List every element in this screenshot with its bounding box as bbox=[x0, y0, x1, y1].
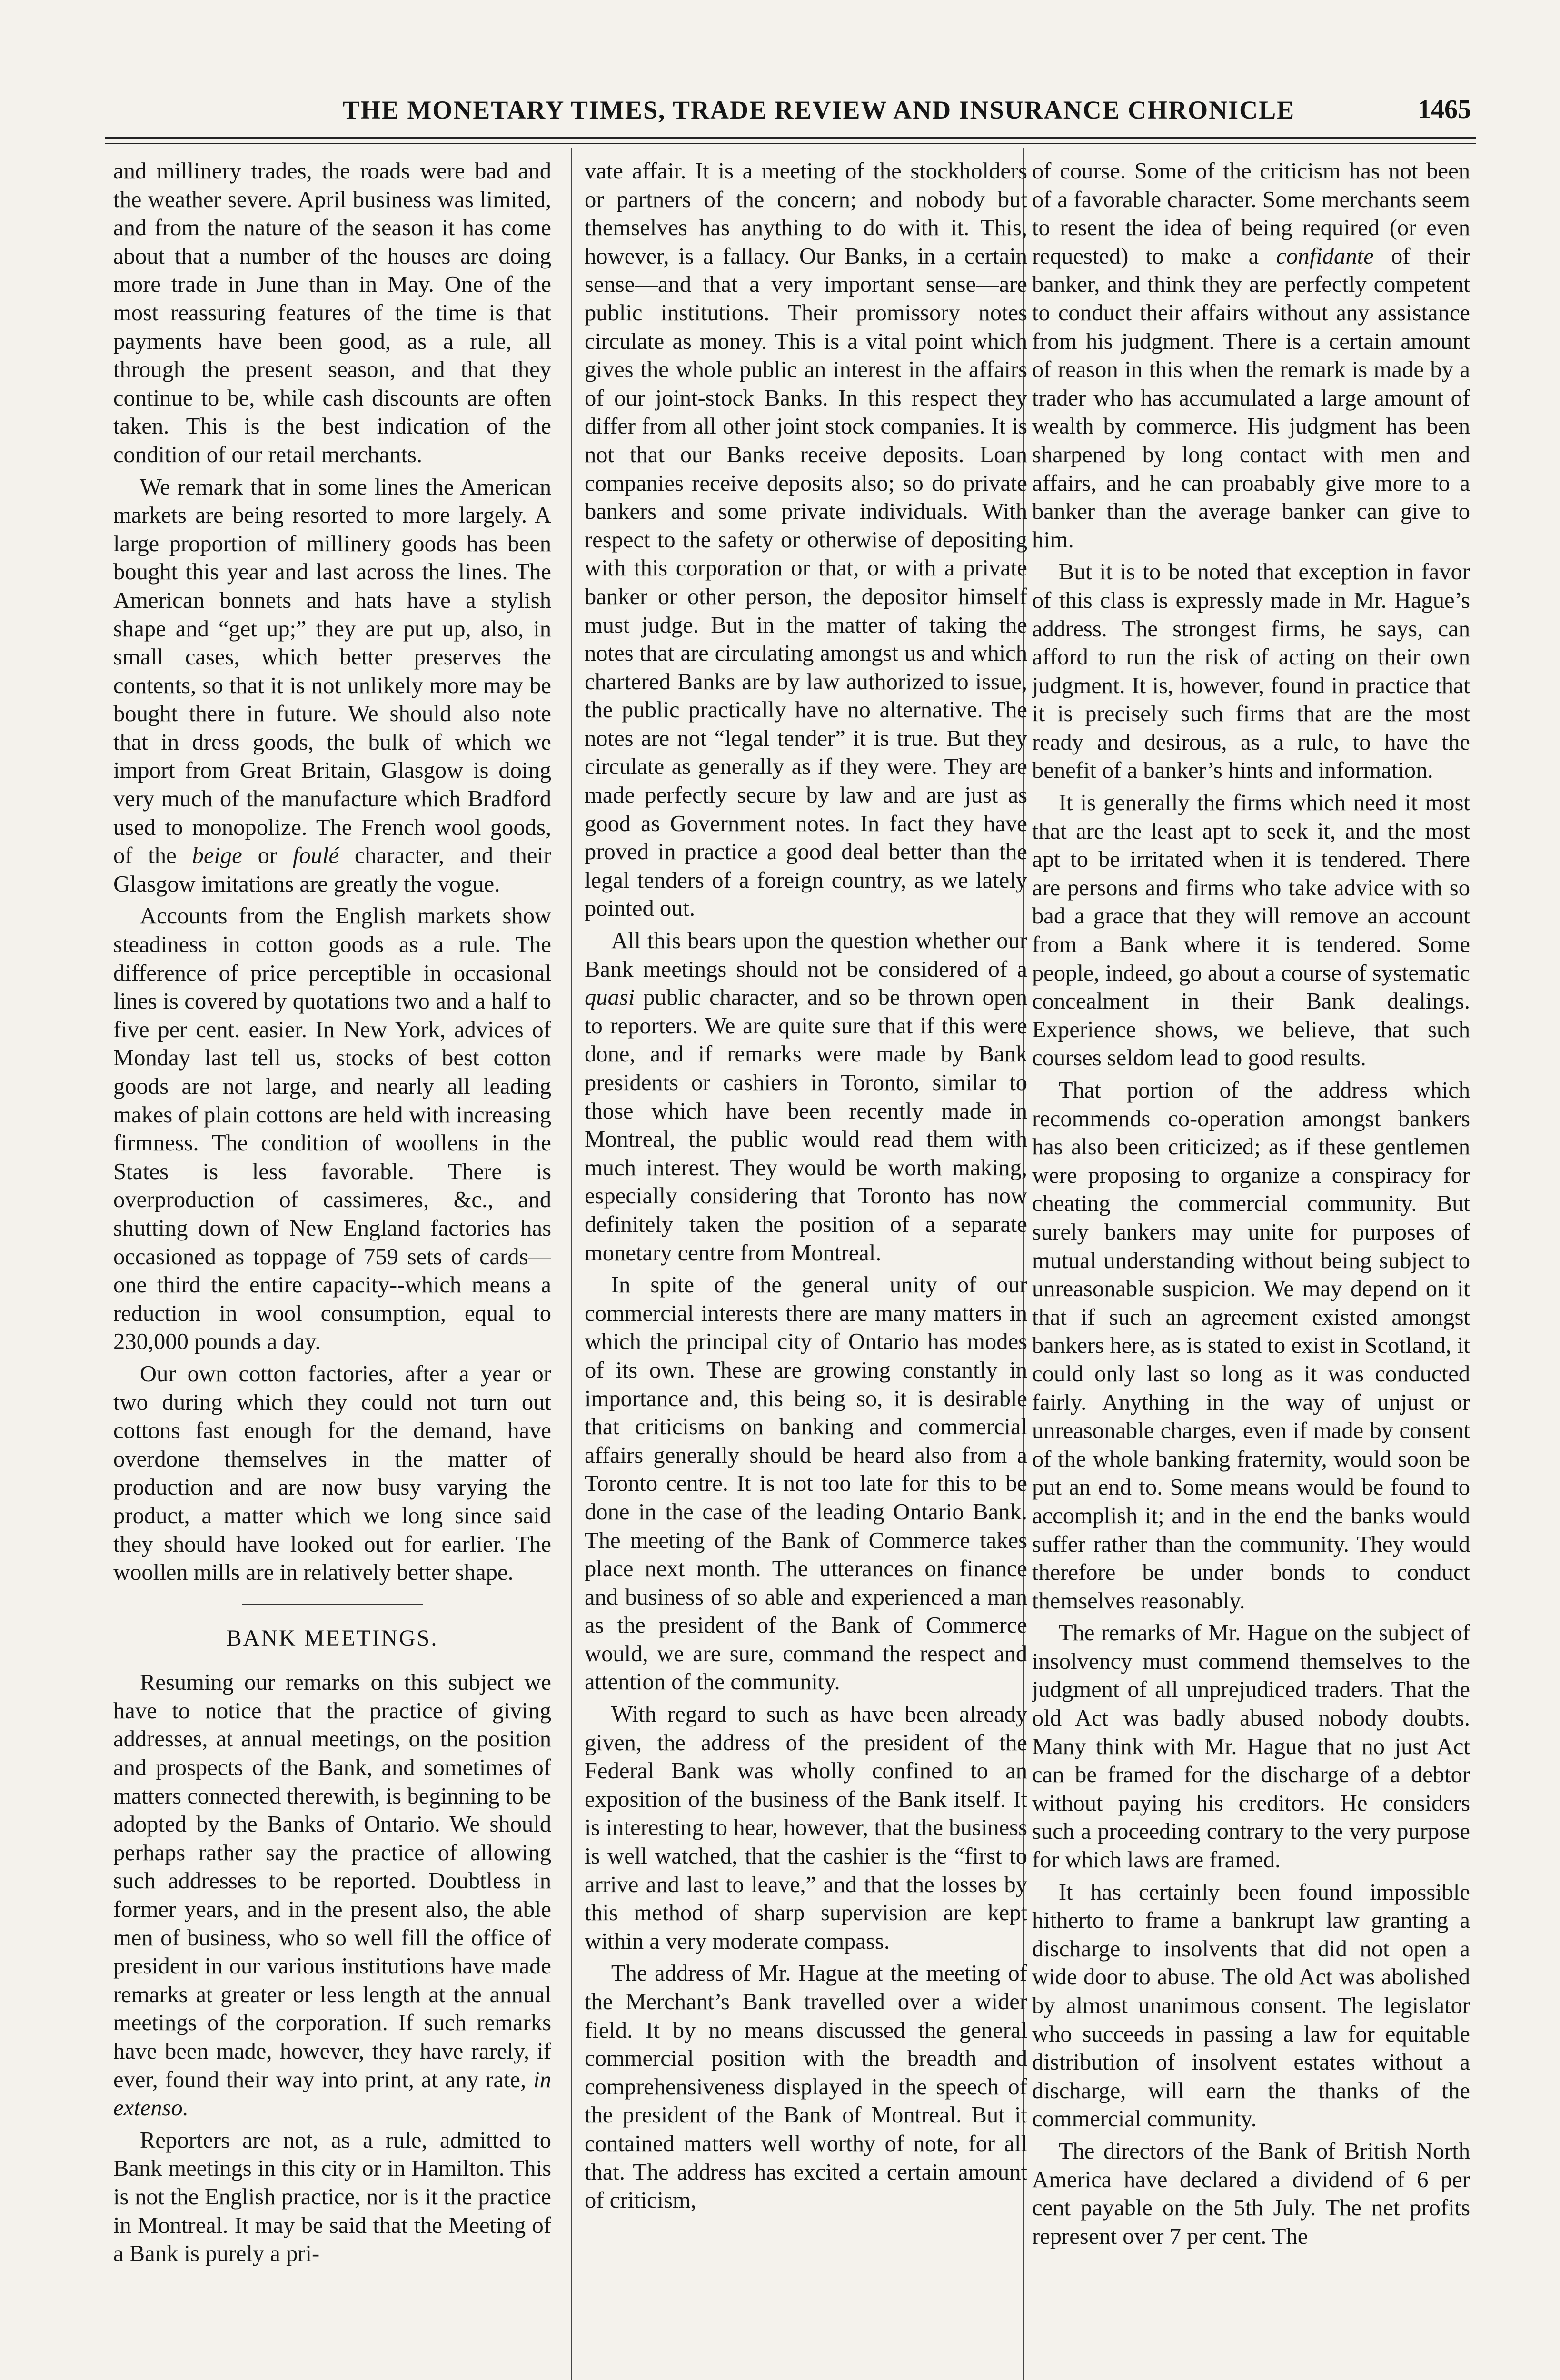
paragraph: Reporters are not, as a rule, admitted to Bank meetings in this city or in Hamilton. This is not the English practice, nor is it the practice in Montreal. It may be said that the Meeting of a Bank is purely a pri- bbox=[113, 2127, 551, 2267]
paragraph: The remarks of Mr. Hague on the subject of insolvency must commend themselves to the judgment of all unprejudiced traders. That the old Act was badly abused nobody doubts. Many think with Mr. Hague that no just Act can be framed for the discharge of a debtor without paying his creditors. He considers such a proceeding contrary to the very purpose for which laws are framed. bbox=[1032, 1620, 1470, 1873]
paragraph: and millinery trades, the roads were bad and the weather severe. April business was limited, and from the nature of the season it has come about that a number of the houses are doing more trade in June than in May. One of the most reassuring features of the time is that payments have been good, as a rule, all through the present season, and that they continue to be, while cash discounts are often taken. This is the best indication of the condition of our retail merchants. bbox=[113, 158, 551, 467]
section-heading: BANK MEETINGS. bbox=[226, 1625, 438, 1651]
paragraph: In spite of the general unity of our commercial interests there are many matters in which the principal city of Ontario has modes of its own. These are growing constantly in importance and, this being so, it is desirable that criticisms on banking and commercial affairs generally should be heard also from a Toronto centre. It is not too late for this to be done in the case of the leading Ontario Bank. The meeting of the Bank of Commerce takes place next month. The utterances on finance and business of so able and experienced a man as the president of the Bank of Commerce would, we are sure, command the respect and attention of the community. bbox=[585, 1272, 1027, 1695]
paragraph: All this bears upon the question whether our Bank meetings should not be considered of a quasi public character, and so be thrown open to reporters. We are quite sure that if this were done, and if remarks were made by Bank presidents or cashiers in Toronto, similar to those which have been recently made in Montreal, the public would read them with much interest. They would be worth making, especially considering that Toronto has now definitely taken the position of a separate monetary centre from Montreal. bbox=[585, 928, 1027, 1266]
paragraph: With regard to such as have been already given, the address of the president of the Federal Bank was wholly confined to an exposition of the business of the Bank itself. It is interesting to hear, however, that the business is well watched, that the cashier is the “first to arrive and last to leave,” and that the losses by this method of sharp supervision are kept within a very moderate compass. bbox=[585, 1701, 1027, 1954]
paragraph: It has certainly been found impossible hitherto to frame a bankrupt law granting a discharge to insolvents that did not open a wide door to abuse. The old Act was abolished by almost unanimous consent. The legislator who succeeds in passing a law for equitable distribution of insolvent estates without a discharge, will earn the thanks of the commercial community. bbox=[1032, 1879, 1470, 2132]
paragraph: We remark that in some lines the American markets are being resorted to more largely. A large proportion of millinery goods has been bought this year and last across the lines. The American bonnets and hats have a stylish shape and “get up;” they are put up, also, in small cases, which better preserves the contents, so that it is not unlikely more may be bought there in future. We should also note that in dress goods, the bulk of which we import from Great Britain, Glasgow is doing very much of the manufacture which Bradford used to monopolize. The French wool goods, of the beige or foulé character, and their Glasgow imitations are greatly the vogue. bbox=[113, 474, 551, 897]
publication-title: THE MONETARY TIMES, TRADE REVIEW AND INSURANCE CHRONICLE bbox=[342, 96, 1295, 124]
paragraph: It is generally the firms which need it most that are the least apt to seek it, and the most apt to be irritated when it is tendered. There are persons and firms who take advice with so bad a grace that they will remove an account from a Bank where it is tendered. Some people, indeed, go about a course of systematic concealment in their Bank dealings. Experience shows, we believe, that such courses seldom lead to good results. bbox=[1032, 790, 1470, 1071]
paragraph: That portion of the address which recommends co-operation amongst bankers has also been criticized; as if these gentlemen were proposing to organize a conspiracy for cheating the commercial community. But surely bankers may unite for purposes of mutual understanding without being subject to unreasonable suspicion. We may depend on it that if such an agreement existed amongst bankers here, as is stated to exist in Scotland, it could only last so long as it was conducted fairly. Anything in the way of unjust or unreasonable charges, even if made by consent of the whole banking fraternity, would soon be put an end to. Some means would be found to accomplish it; and in the end the banks would suffer rather than the community. They would therefore be under bonds to conduct themselves reasonably. bbox=[1032, 1077, 1470, 1614]
column-3 bbox=[1032, 157, 1470, 2375]
paragraph: vate affair. It is a meeting of the stockholders or partners of the concern; and nobody but themselves has anything to do with it. This, however, is a fallacy. Our Banks, in a certain sense—and that a very important sense—are public institutions. Their promissory notes circulate as money. This is a vital point which gives the whole public an interest in the affairs of our joint-stock Banks. In this respect they differ from all other joint stock companies. It is not that our Banks receive deposits. Loan companies receive deposits also; so do private bankers and some private individuals. With respect to the safety or otherwise of depositing with this corporation or that, or with a private banker or other person, the depositor himself must judge. But in the matter of taking the notes that are circulating amongst us and which chartered Banks are by law authorized to issue, the public practically have no alternative. The notes are not “legal tender” it is true. But they circulate as generally as if they were. They are made perfectly secure by law and are just as good as Government notes. In fact they have proved in practice a good deal better than the legal tenders of a foreign country, as we lately pointed out. bbox=[585, 158, 1027, 922]
page-number: 1465 bbox=[1418, 95, 1471, 124]
paragraph: Our own cotton factories, after a year or two during which they could not turn out cottons fast enough for the demand, have overdone themselves in the matter of production and are now busy varying the product, a matter which we long since said they should have looked out for earlier. The woollen mills are in relatively better shape. bbox=[113, 1360, 551, 1586]
paragraph: But it is to be noted that exception in favor of this class is expressly made in Mr. Hague’s address. The strongest firms, he says, can afford to run the risk of acting on their own judgment. It is, however, found in practice that it is precisely such firms that are the most ready and desirous, as a rule, to have the benefit of a banker’s hints and information. bbox=[1032, 559, 1470, 783]
header-rule-thin bbox=[105, 143, 1476, 144]
paragraph: Resuming our remarks on this subject we have to notice that the practice of giving addresses, at annual meetings, on the position and prospects of the Bank, and sometimes of matters connected therewith, is beginning to be adopted by the Banks of Ontario. We should perhaps rather say the practice of allowing such addresses to be reported. Doubtless in former years, and in the present also, the able men of business, who so well fill the office of president in our various institutions have made remarks at greater or less length at the annual meetings of the corporation. If such remarks have been made, however, they have rarely, if ever, found their way into print, at any rate, in extenso. bbox=[113, 1669, 551, 2121]
section-divider bbox=[242, 1604, 423, 1605]
paragraph: Accounts from the English markets show steadiness in cotton goods as a rule. The difference of price perceptible in occasional lines is covered by quotations two and a half to five per cent. easier. In New York, advices of Monday last tell us, stocks of best cotton goods are not large, and nearly all leading makes of plain cottons are held with increasing firmness. The condition of woollens in the States is less favorable. There is overproduction of cassimeres, &c., and shutting down of New England factories has occasioned as toppage of 759 sets of cards—one third the entire capacity--which means a reduction in wool consumption, equal to 230,000 pounds a day. bbox=[113, 903, 551, 1355]
paragraph: The address of Mr. Hague at the meeting of the Merchant’s Bank travelled over a wider field. It by no means discussed the general commercial position with the breadth and comprehensiveness displayed in the speech of the president of the Bank of Montreal. But it contained matters well worthy of note, for all that. The address has excited a certain amount of criticism, bbox=[585, 1960, 1027, 2213]
paragraph: of course. Some of the criticism has not been of a favorable character. Some merchants seem to resent the idea of being required (or even requested) to make a confidante of their banker, and think they are perfectly competent to conduct their affairs without any assistance from his judgment. There is a certain amount of reason in this when the remark is made by a trader who has accumulated a large amount of wealth by commerce. His judgment has been sharpened by long contact with men and affairs, and he can proabably give more to a banker than the average banker can give to him. bbox=[1032, 158, 1470, 553]
column-2 bbox=[585, 157, 1027, 2375]
paragraph: The directors of the Bank of British North America have declared a dividend of 6 per cent payable on the 5th July. The net profits represent over 7 per cent. The bbox=[1032, 2138, 1470, 2249]
masthead bbox=[105, 81, 1476, 133]
column-1 bbox=[113, 157, 551, 2375]
column-divider-1 bbox=[571, 148, 572, 2380]
header-rule-thick bbox=[105, 137, 1476, 139]
